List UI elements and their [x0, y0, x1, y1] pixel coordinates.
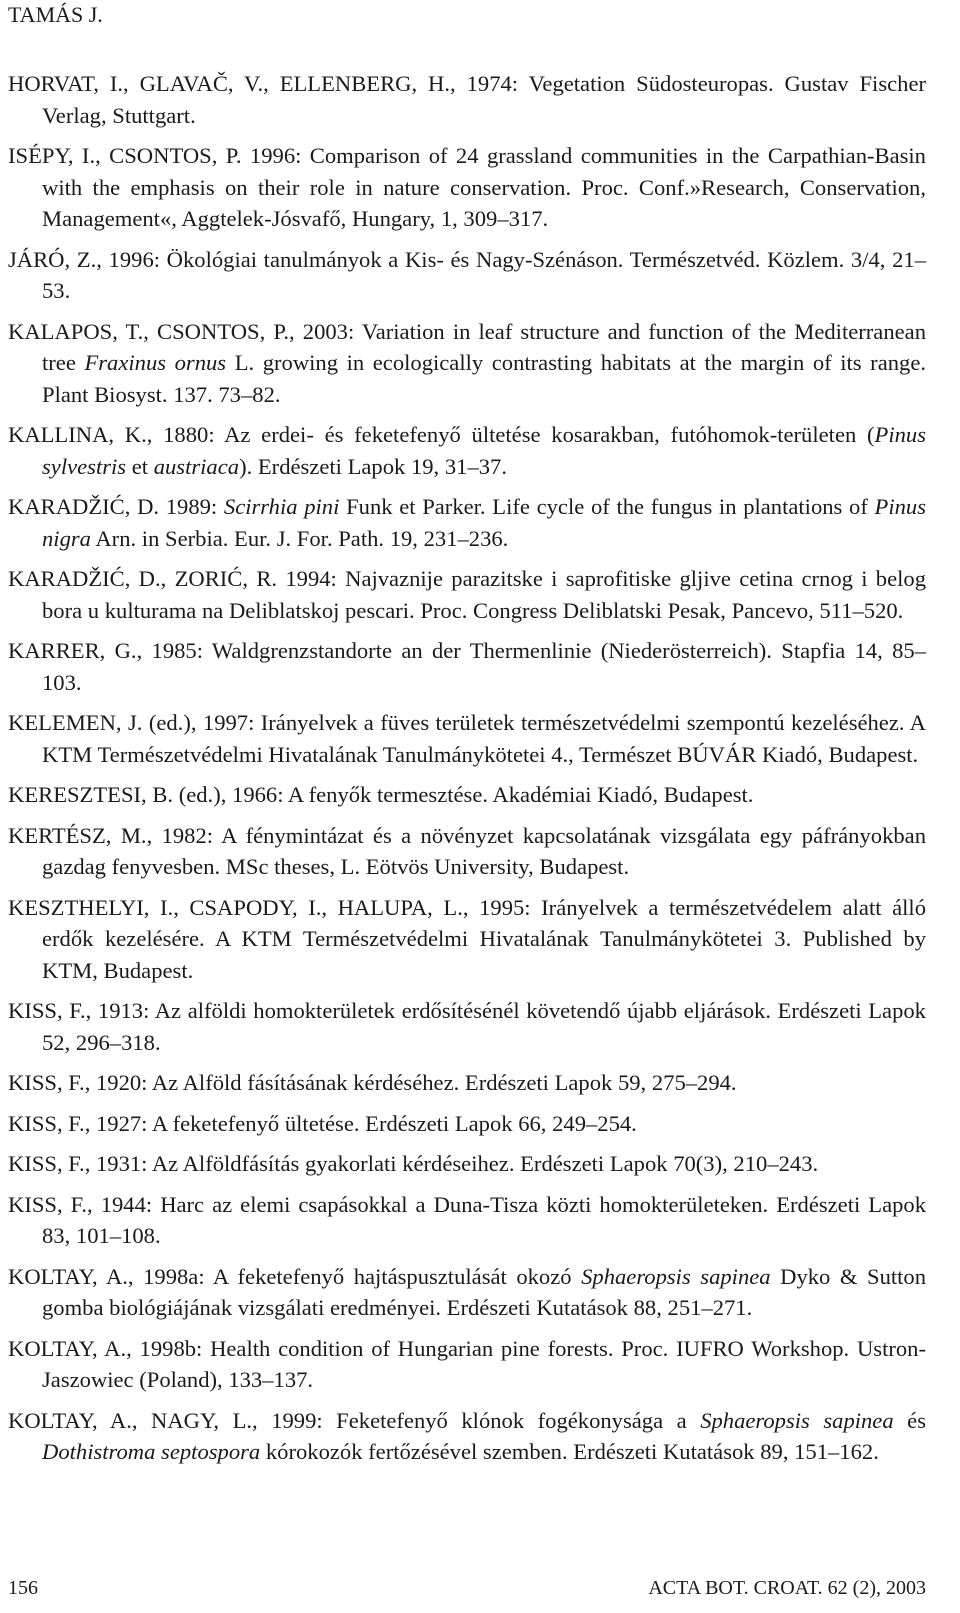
reference-text: Funk et Parker. Life cycle of the fungus in plantations of [339, 494, 875, 519]
reference-entry [8, 244, 926, 307]
reference-authors: KELEMEN, J. [8, 710, 143, 735]
reference-authors: KESZTHELYI, I., CSAPODY, I., HALUPA, L. [8, 894, 463, 920]
reference-text: , 1982: A fénymintázat és a növényzet kapcsolatának vizsgálata egy páfrányokban gazdag fenyvesben. MSc theses, L. Eötvös University, Budapest. [42, 822, 926, 879]
reference-text: 1989: [159, 494, 224, 519]
reference-entry [8, 140, 926, 235]
reference-authors: KISS, F. [8, 998, 86, 1023]
reference-entry [8, 820, 926, 883]
species-name: Sphaeropsis sapinea [700, 1407, 894, 1433]
reference-authors: KERESZTESI, B. [8, 782, 174, 807]
species-name: Fraxinus ornus [84, 350, 227, 375]
reference-text: , 1985: Waldgrenzstandorte an der Thermenlinie (Niederösterreich). Stapfia 14, 85–103. [42, 638, 927, 695]
reference-entry [8, 1189, 926, 1252]
reference-entry [8, 1261, 926, 1324]
reference-authors: KOLTAY, A. [8, 1335, 127, 1361]
reference-authors: KALAPOS, T., CSONTOS, P. [8, 318, 290, 344]
reference-entry [8, 635, 926, 698]
reference-entry [8, 892, 926, 987]
reference-text: L. growing in ecologically contrasting habitats at the margin of its range. Plant Biosyst. 137. 73–82. [42, 350, 926, 407]
species-name: Pinus nigra [42, 494, 927, 551]
reference-authors: KALLINA, K. [8, 422, 147, 447]
journal-citation: ACTA BOT. CROAT. 62 (2), 2003 [648, 1577, 926, 1599]
reference-entry [8, 1108, 926, 1140]
reference-list [8, 68, 926, 1477]
reference-text: Dyko & Sutton gomba biológiájának vizsgálati eredményei. Erdészeti Kutatások 88, 251–271. [42, 1263, 927, 1320]
reference-authors: HORVAT, I., GLAVAČ, V., ELLENBERG, H. [8, 71, 451, 96]
reference-text: , 1998a: A feketefenyő hajtáspusztulását okozó [127, 1263, 582, 1289]
reference-text: , 1931: Az Alföldfásítás gyakorlati kérdéseihez. Erdészeti Lapok 70(3), 210–243. [84, 1151, 819, 1176]
reference-text: , 1880: Az erdei- és feketefenyő ültetése kosarakban, futóhomok-területen ( [146, 422, 875, 447]
reference-authors: KOLTAY, A., NAGY, L. [8, 1407, 253, 1433]
reference-text: ). Erdészeti Lapok 19, 31–37. [239, 453, 507, 479]
reference-entry [8, 1148, 926, 1180]
reference-text: , 1927: A feketefenyő ültetése. Erdészeti Lapok 66, 249–254. [84, 1110, 637, 1136]
reference-text: (ed.), 1966: A fenyők termesztése. Akadémiai Kiadó, Budapest. [173, 782, 754, 807]
reference-authors: KISS, F. [8, 1110, 85, 1136]
reference-text: , 1944: Harc az elemi csapásokkal a Duna-Tisza közti homokterületeken. Erdészeti Lapok 83, 101–108. [42, 1191, 926, 1248]
reference-entry [8, 491, 926, 554]
reference-entry [8, 995, 926, 1058]
reference-text: 1996: Comparison of 24 grassland communities in the Carpathian-Basin with the emphasis on their role in nature conservation. Proc. Conf.»Research, Conservation, Management«, Aggtelek-Jósvafő, Hungary, 1, 309–317. [42, 143, 926, 231]
reference-text: , 1974: Vegetation Südosteuropas. Gustav Fischer Verlag, Stuttgart. [42, 71, 926, 128]
reference-entry [8, 779, 926, 811]
reference-text: 1994: Najvaznije parazitske i saprofitiske gljive cetina crnog i belog bora u kulturama na Deliblatskoj pescari. Proc. Congress Deliblatski Pesak, Pancevo, 511–520. [42, 566, 926, 623]
reference-text: kórokozók fertőzésével szemben. Erdészeti Kutatások 89, 151–162. [260, 1439, 879, 1464]
reference-authors: KISS, F. [8, 1070, 85, 1095]
reference-entry [8, 68, 926, 131]
reference-text: és [893, 1407, 926, 1433]
reference-authors: JÁRÓ, Z. [8, 246, 97, 272]
reference-text: , 1998b: Health condition of Hungarian pine forests. Proc. IUFRO Workshop. Ustron-Jaszowiec (Poland), 133–137. [42, 1335, 926, 1392]
reference-authors: KARADŽIĆ, D., ZORIĆ, R. [8, 566, 278, 591]
reference-entry [8, 563, 926, 626]
reference-entry [8, 707, 926, 770]
reference-text: , 1913: Az alföldi homokterületek erdősítésénél követendő újabb eljárások. Erdészeti Lapok 52, 296–318. [42, 998, 926, 1055]
reference-authors: KISS, F. [8, 1191, 88, 1217]
species-name: austriaca [153, 453, 240, 479]
reference-text: (ed.), 1997: Irányelvek a füves területek természetvédelmi szempontú kezeléséhez. A KTM Természetvédelmi Hivatalának Tanulmánykötetei 4., Természet BÚVÁR Kiadó, Budapest. [42, 710, 926, 767]
reference-entry [8, 1067, 926, 1099]
species-name: Dothistroma septospora [42, 1439, 261, 1464]
reference-text: et [126, 453, 154, 479]
species-name: Pinus sylvestris [42, 422, 926, 479]
running-head: TAMÁS J. [8, 2, 103, 27]
page-number: 156 [8, 1577, 38, 1599]
species-name: Sphaeropsis sapinea [581, 1263, 771, 1289]
reference-text: , 2003: Variation in leaf structure and function of the Mediterranean tree [42, 318, 926, 375]
species-name: Scirrhia pini [223, 494, 340, 519]
reference-entry [8, 1333, 926, 1396]
reference-authors: KARRER, G. [8, 638, 137, 663]
reference-authors: KISS, F. [8, 1151, 85, 1176]
reference-text: , 1999: Feketefenyő klónok fogékonysága a [252, 1407, 701, 1433]
reference-entry [8, 1405, 926, 1468]
reference-authors: KOLTAY, A. [8, 1263, 128, 1289]
reference-entry [8, 316, 926, 411]
reference-text: , 1996: Ökológiai tanulmányok a Kis- és Nagy-Szénáson. Természetvéd. Közlem. 3/4, 21–53. [42, 246, 926, 303]
reference-authors: KARADŽIĆ, D. [8, 494, 160, 519]
reference-authors: KERTÉSZ, M. [8, 822, 147, 848]
reference-text: Arn. in Serbia. Eur. J. For. Path. 19, 231–236. [90, 525, 509, 551]
reference-entry [8, 419, 926, 482]
reference-authors: ISÉPY, I., CSONTOS, P. [8, 143, 242, 168]
reference-text: , 1995: Irányelvek a természetvédelem alatt álló erdők kezelésére. A KTM Természetvédelmi Hivatalának Tanulmánykötetei 3. Published by KTM, Budapest. [42, 894, 926, 983]
reference-text: , 1920: Az Alföld fásításának kérdéséhez. Erdészeti Lapok 59, 275–294. [84, 1070, 737, 1095]
